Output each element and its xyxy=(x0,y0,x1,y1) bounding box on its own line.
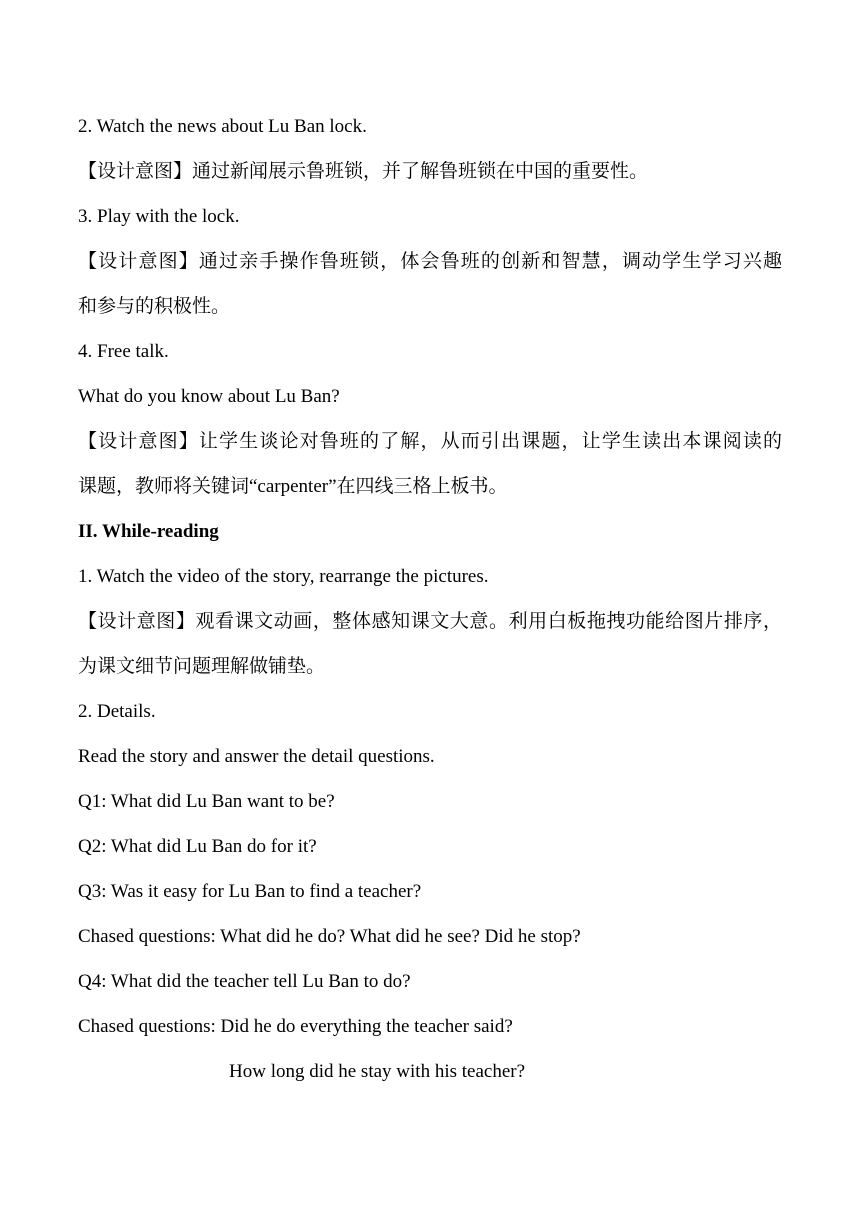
section-heading-while-reading: II. While-reading xyxy=(78,521,219,542)
question-q4: Q4: What did the teacher tell Lu Ban to do? xyxy=(78,971,411,992)
design-intent-talk-line1: 【设计意图】让学生谈论对鲁班的了解，从而引出课题，让学生读出本课阅读的 xyxy=(78,431,782,452)
question-q3: Q3: Was it easy for Lu Ban to find a teacher? xyxy=(78,881,422,902)
design-intent-lock-line2: 和参与的积极性。 xyxy=(78,296,231,317)
design-intent-talk-line2: 课题，教师将关键词“carpenter”在四线三格上板书。 xyxy=(78,476,508,497)
step-free-talk: 4. Free talk. xyxy=(78,341,169,362)
chased-questions-q3: Chased questions: What did he do? What did he see? Did he stop? xyxy=(78,926,581,947)
step-watch-news: 2. Watch the news about Lu Ban lock. xyxy=(78,116,367,137)
design-intent-video-line1: 【设计意图】观看课文动画，整体感知课文大意。利用白板拖拽功能给图片排序， xyxy=(78,611,782,632)
free-talk-question: What do you know about Lu Ban? xyxy=(78,386,340,407)
chased-questions-q4: Chased questions: Did he do everything the teacher said? xyxy=(78,1016,513,1037)
details-instruction: Read the story and answer the detail questions. xyxy=(78,746,435,767)
question-q2: Q2: What did Lu Ban do for it? xyxy=(78,836,317,857)
design-intent-lock-line1: 【设计意图】通过亲手操作鲁班锁，体会鲁班的创新和智慧，调动学生学习兴趣 xyxy=(78,251,782,272)
chased-questions-q4-continued: How long did he stay with his teacher? xyxy=(229,1061,526,1082)
design-intent-video-line2: 为课文细节问题理解做铺垫。 xyxy=(78,656,326,677)
question-q1: Q1: What did Lu Ban want to be? xyxy=(78,791,335,812)
design-intent-news: 【设计意图】通过新闻展示鲁班锁，并了解鲁班锁在中国的重要性。 xyxy=(78,161,649,182)
step-details: 2. Details. xyxy=(78,701,156,722)
step-play-lock: 3. Play with the lock. xyxy=(78,206,240,227)
step-watch-video: 1. Watch the video of the story, rearrange the pictures. xyxy=(78,566,489,587)
